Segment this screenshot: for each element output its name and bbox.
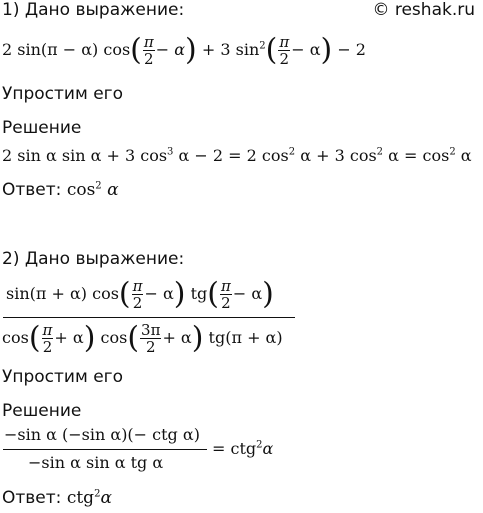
- fraction-bar-2: [3, 317, 295, 318]
- watermark: © reshak.ru: [372, 0, 475, 20]
- fraction-pi-over-2: $\frac{\pi}{2}$: [143, 33, 154, 68]
- solution-2-numerator: −sin α (−sin α)(− ctg α): [4, 425, 200, 444]
- fraction-pi-over-2: $\frac{\pi}{2}$: [42, 321, 53, 356]
- fraction-pi-over-2: $\frac{\pi}{2}$: [132, 277, 143, 312]
- fraction-pi-over-2: $\frac{\pi}{2}$: [279, 33, 290, 68]
- problem-1-simplify: Упростим его: [2, 84, 123, 104]
- expression-2-numerator: sin(π + α) cos( $\frac{\pi}{2}$ − α) tg( $\frac{\pi}{2}$ − α): [6, 276, 274, 312]
- answer-2: [2, 488, 112, 508]
- solution-2-result: = ctg$^2$α: [212, 439, 274, 458]
- problem-2-solution-label: Решение: [2, 401, 82, 421]
- answer-1-label: Ответ:: [2, 180, 62, 200]
- problem-2-simplify: Упростим его: [2, 367, 123, 387]
- fraction-3pi-over-2: $\frac{3\pi}{2}$: [141, 321, 161, 356]
- problem-2-heading: 2) Дано выражение:: [2, 249, 185, 269]
- answer-1-value: $\cos^2 \alpha$: [66, 180, 119, 200]
- fraction-bar-solution-2: [3, 449, 207, 450]
- fraction-pi-over-2: $\frac{\pi}{2}$: [220, 277, 231, 312]
- problem-1-solution-label: Решение: [2, 118, 82, 138]
- problem-1-heading: 1) Дано выражение:: [2, 0, 185, 20]
- answer-2-value: ctg$^2$α: [66, 488, 112, 508]
- expression-1: 2 sin(π − α) cos( $\frac{\pi}{2}$ − α) + 3 $\sin^2$( $\frac{\pi}{2}$ − α) − 2: [2, 32, 366, 68]
- solution-1-line: 2 sin α sin α + 3 $\cos^3 \alpha - 2 = 2$ $\cos^2 \alpha + 3$ $\cos^2 \alpha = \cos^2 \alpha$: [2, 146, 472, 165]
- answer-2-label: Ответ:: [2, 488, 62, 508]
- expr1-part-a: 2 sin(π − α) cos: [2, 40, 131, 59]
- expression-2-denominator: cos( $\frac{\pi}{2}$ + α) cos( $\frac{3\pi}{2}$ + α) tg(π + α): [2, 320, 283, 356]
- answer-1: [2, 180, 119, 200]
- solution-2-denominator: −sin α sin α tg α: [28, 453, 164, 472]
